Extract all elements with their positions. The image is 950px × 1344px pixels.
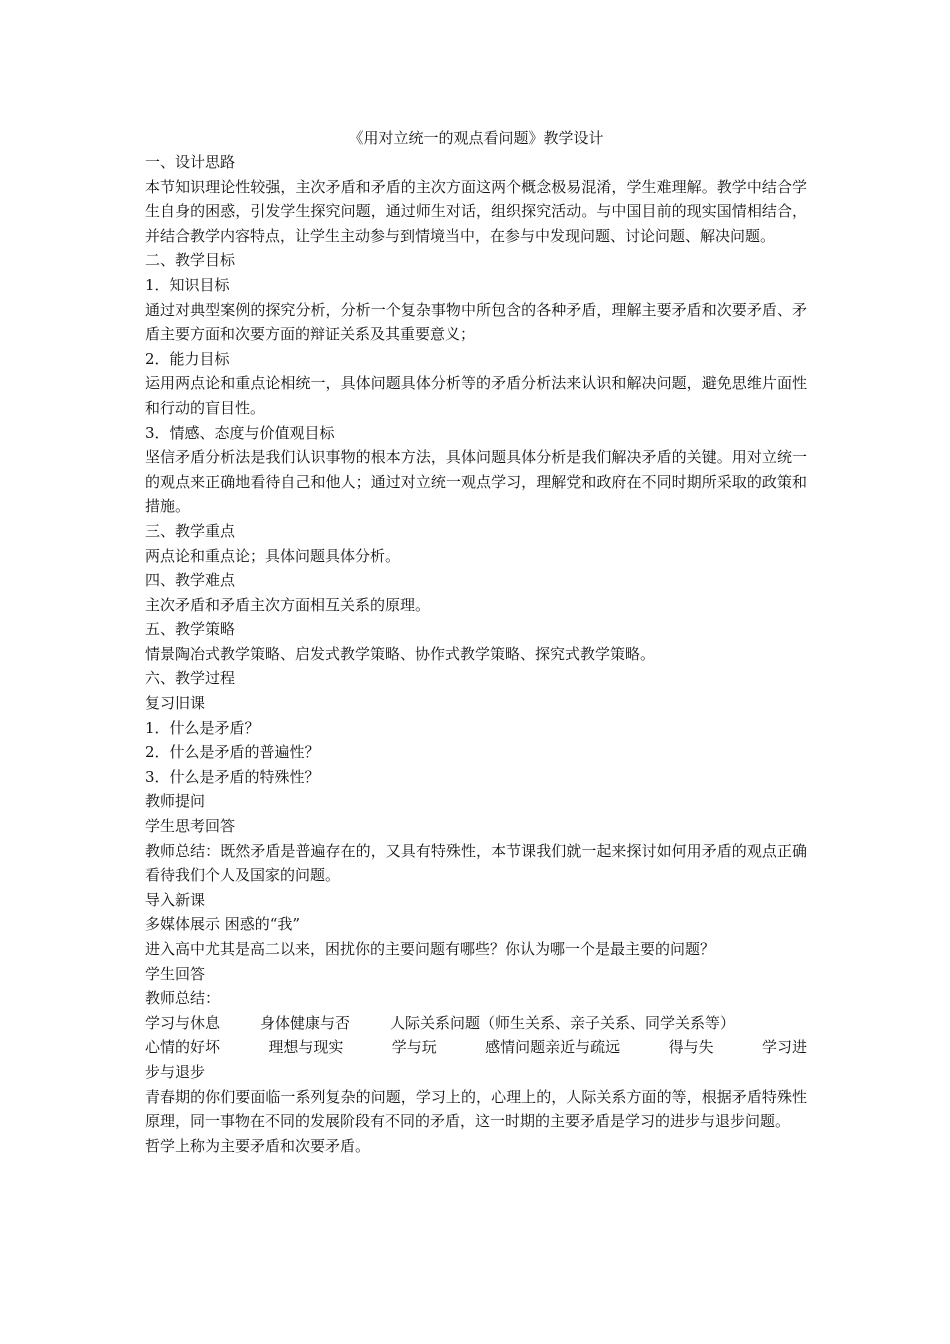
topic-item: 得与失 [668, 1038, 714, 1057]
goal-emotion-paragraph: 坚信矛盾分析法是我们认识事物的根本方法，具体问题具体分析是我们解决矛盾的关键。用对立统一的观点来正确地看待自己和他人；通过对立统一观点学习，理解党和政府在不同时期所采取的政策和措施。 [145, 448, 807, 516]
topic-item: 人际关系问题（师生关系、亲子关系、同学关系等） [390, 1013, 736, 1032]
teacher-ask: 教师提问 [145, 792, 206, 811]
topic-item: 身体健康与否 [260, 1013, 351, 1032]
section-heading-difficulties: 四、教学难点 [145, 571, 236, 590]
student-think-answer: 学生思考回答 [145, 817, 236, 836]
teacher-summary-review: 教师总结：既然矛盾是普遍存在的，又具有特殊性，本节课我们就一起来探讨如何用矛盾的观点正确看待我们个人及国家的问题。 [145, 841, 807, 885]
topic-item: 心情的好坏 [145, 1038, 221, 1057]
document-page [145, 126, 807, 1158]
goal-knowledge-paragraph: 通过对典型案例的探究分析，分析一个复杂事物中所包含的各种矛盾，理解主要矛盾和次要矛盾、矛盾主要方面和次要方面的辩证关系及其重要意义； [145, 300, 807, 344]
student-reply: 学生回答 [145, 964, 206, 983]
review-question-1: 1．什么是矛盾？ [145, 718, 260, 737]
key-points-text: 两点论和重点论；具体问题具体分析。 [145, 546, 401, 565]
goal-emotion-heading: 3．情感、态度与价值观目标 [145, 423, 335, 442]
design-paragraph: 本节知识理论性较强，主次矛盾和矛盾的主次方面这两个概念极易混淆，学生难理解。教学中结合学生自身的困惑，引发学生探究问题，通过师生对话，组织探究活动。与中国目前的现实国情相结合，并结合教学内容特点，让学生主动参与到情境当中，在参与中发现问题、讨论问题、解决问题。 [145, 177, 807, 245]
goal-ability-heading: 2．能力目标 [145, 349, 230, 368]
topic-item: 学习进 [761, 1038, 807, 1057]
section-heading-process: 六、教学过程 [145, 669, 236, 688]
section-heading-goals: 二、教学目标 [145, 251, 236, 270]
topics-row-1 [145, 1011, 807, 1036]
new-lesson-heading: 导入新课 [145, 890, 206, 909]
topics-row-2-continued: 步与退步 [145, 1062, 206, 1081]
goal-knowledge-heading: 1．知识目标 [145, 275, 230, 294]
topics-row-2 [145, 1035, 807, 1060]
youth-paragraph: 青春期的你们要面临一系列复杂的问题，学习上的，心理上的，人际关系方面的等，根据矛盾特殊性原理，同一事物在不同的发展阶段有不同的矛盾，这一时期的主要矛盾是学习的进步与退步问题。 [145, 1087, 807, 1131]
section-heading-design: 一、设计思路 [145, 153, 236, 171]
document-title: 《用对立统一的观点看问题》教学设计 [348, 129, 604, 147]
media-show: 多媒体展示 困惑的“我” [145, 915, 301, 934]
topic-item: 理想与现实 [268, 1038, 344, 1057]
topic-item: 学习与休息 [145, 1013, 221, 1032]
difficulties-text: 主次矛盾和矛盾主次方面相互关系的原理。 [145, 595, 431, 614]
teacher-summary-label: 教师总结： [145, 989, 221, 1008]
review-question-2: 2．什么是矛盾的普遍性？ [145, 743, 320, 762]
topic-item: 感情问题亲近与疏远 [485, 1038, 621, 1057]
topic-item: 学与玩 [391, 1038, 437, 1057]
strategy-text: 情景陶冶式教学策略、启发式教学策略、协作式教学策略、探究式教学策略。 [145, 644, 656, 663]
conclusion-text: 哲学上称为主要矛盾和次要矛盾。 [145, 1136, 371, 1155]
section-heading-strategy: 五、教学策略 [145, 620, 236, 639]
review-heading: 复习旧课 [145, 694, 206, 713]
section-heading-key-points: 三、教学重点 [145, 521, 236, 540]
goal-ability-paragraph: 运用两点论和重点论相统一，具体问题具体分析等的矛盾分析法来认识和解决问题，避免思维片面性和行动的盲目性。 [145, 374, 807, 417]
review-question-3: 3．什么是矛盾的特殊性？ [145, 767, 320, 786]
lead-in-question: 进入高中尤其是高二以来，困扰你的主要问题有哪些？你认为哪一个是最主要的问题？ [145, 940, 716, 958]
